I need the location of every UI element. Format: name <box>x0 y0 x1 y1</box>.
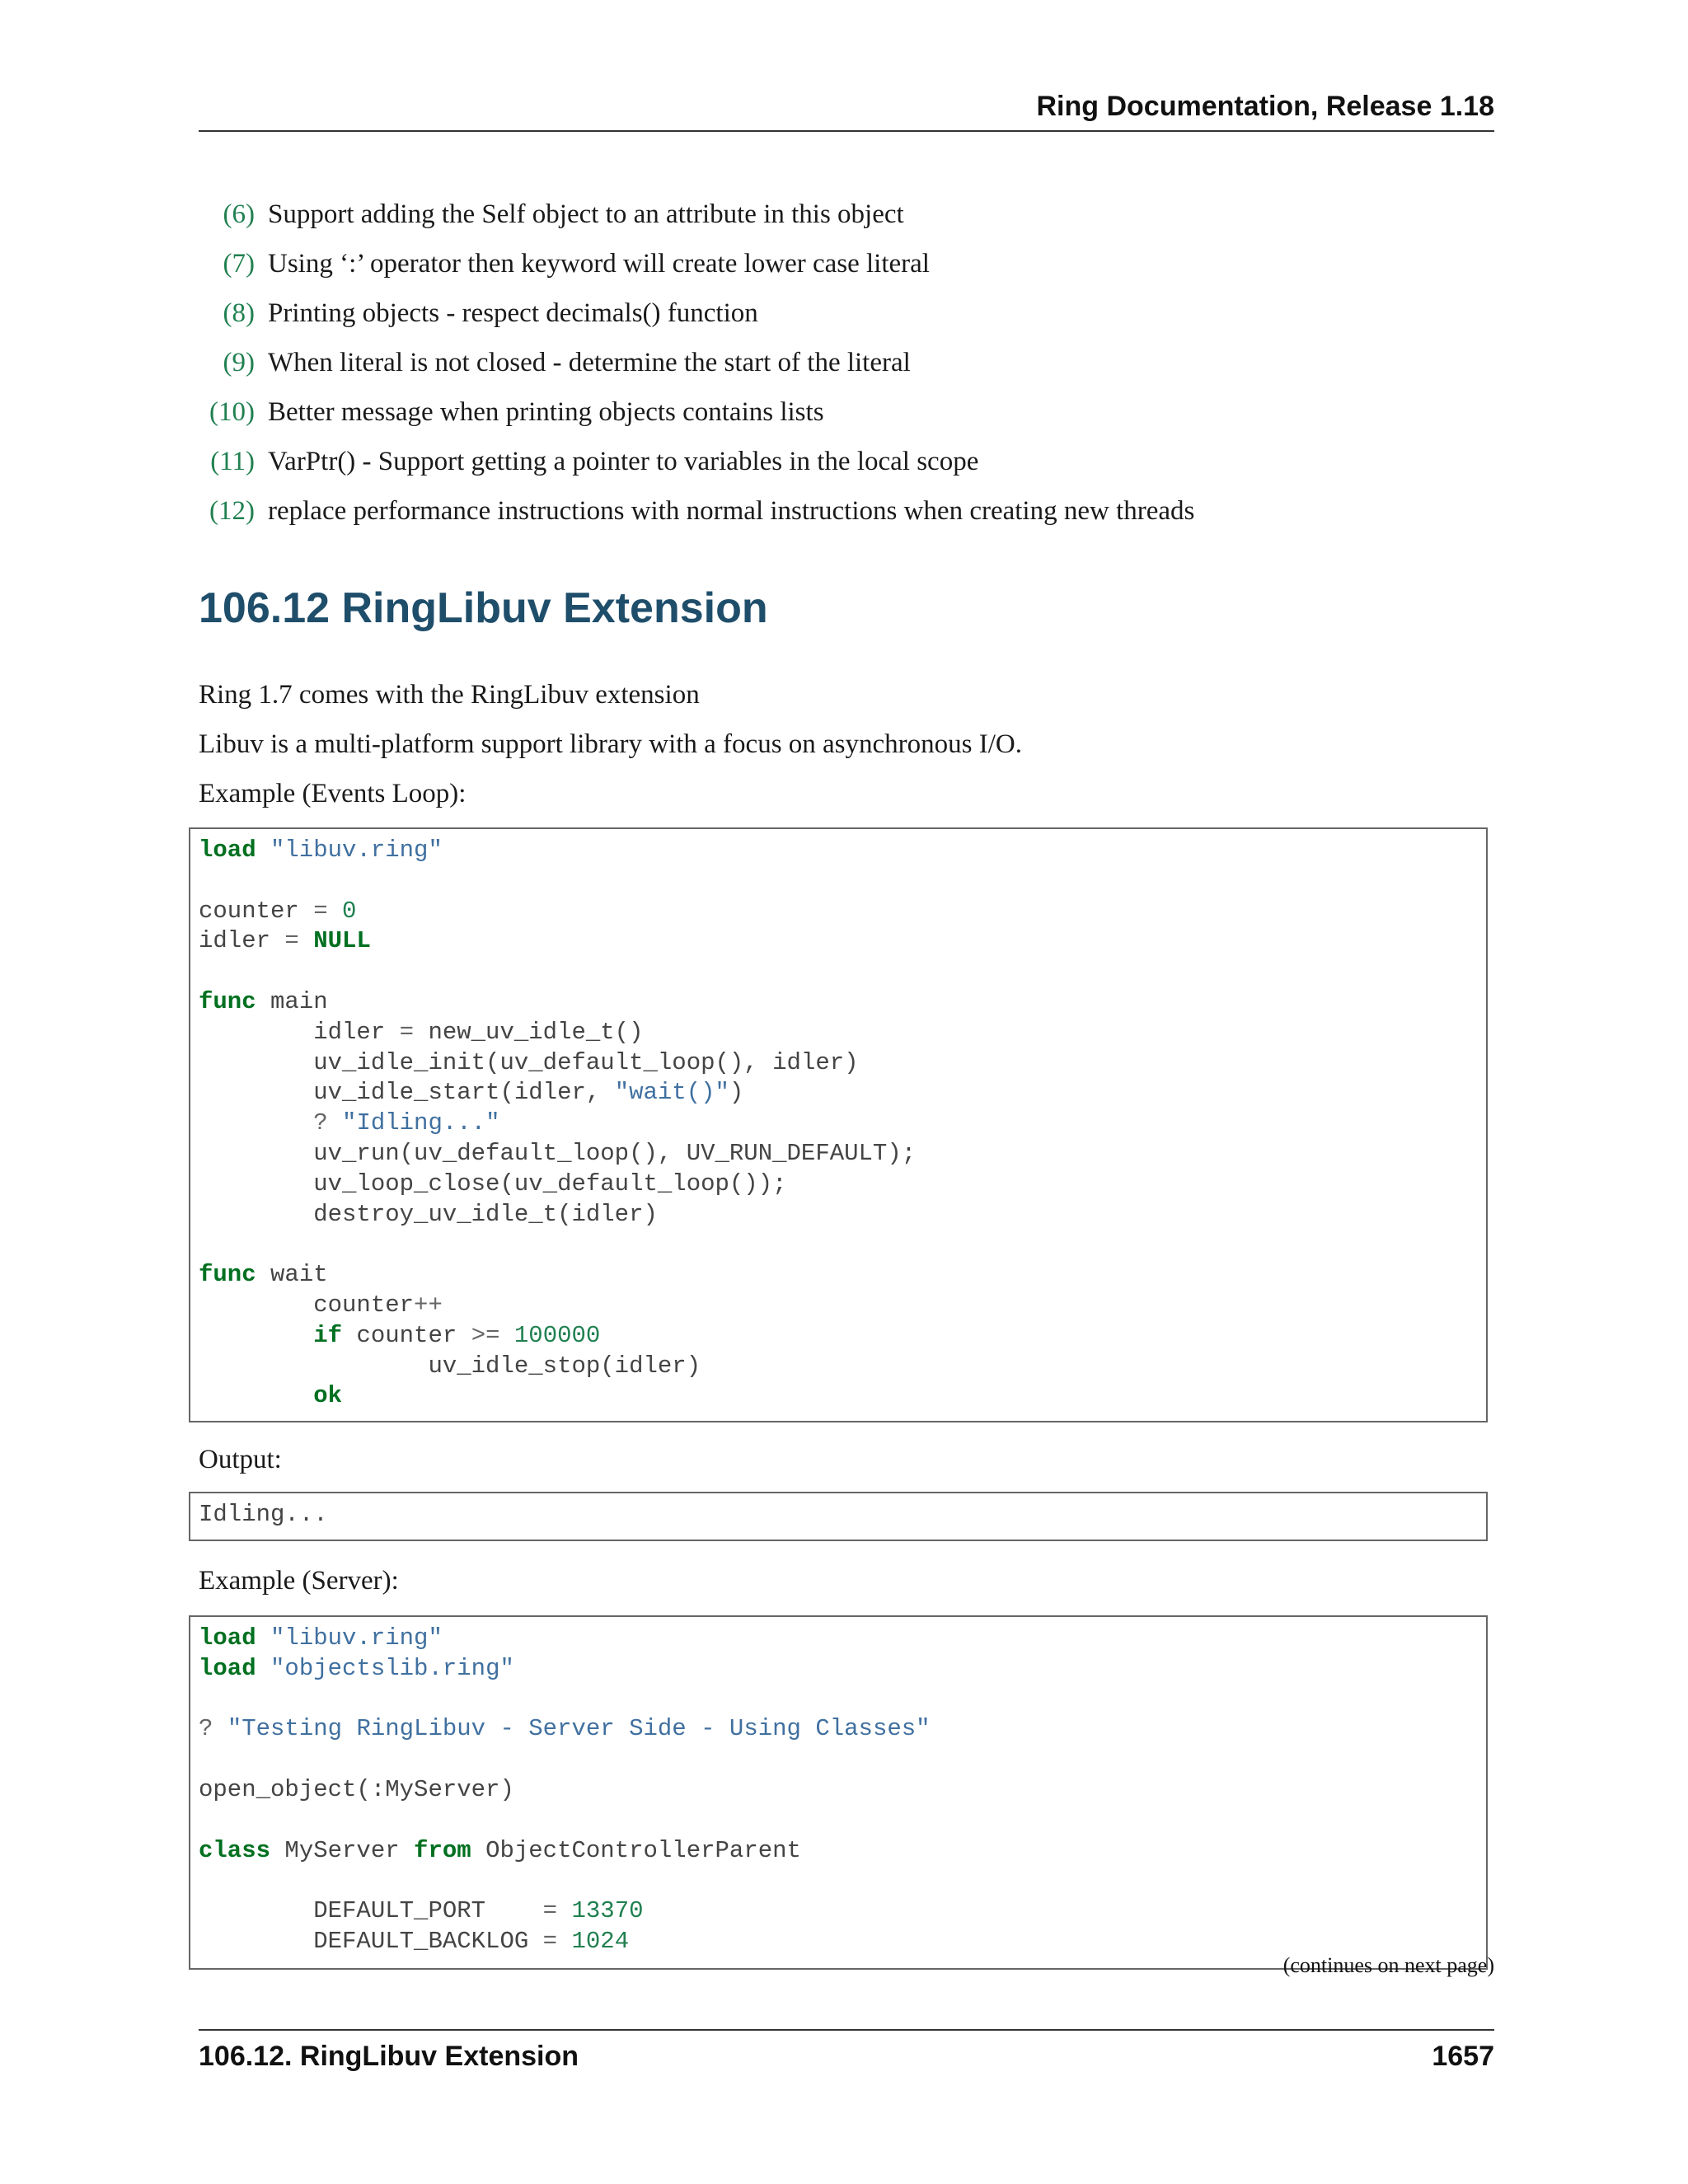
code-token: counter <box>199 897 314 925</box>
code-token: load <box>199 1654 256 1682</box>
code-line <box>199 1230 1478 1260</box>
code-token: from <box>414 1836 471 1864</box>
code-line <box>199 866 1478 897</box>
code-token: "Idling..." <box>342 1109 500 1137</box>
code-line <box>199 1836 1478 1867</box>
code-token: counter <box>199 1291 415 1319</box>
code-token: destroy_uv_idle_t(idler) <box>199 1200 658 1228</box>
code-token: = <box>542 1897 558 1925</box>
code-line <box>199 1500 1478 1530</box>
code-token: if <box>313 1321 343 1349</box>
code-line <box>199 1685 1478 1715</box>
list-item-text: Better message when printing objects contains lists <box>268 397 824 427</box>
section-heading: 106.12 RingLibuv Extension <box>199 584 768 632</box>
code-token: "objectslib.ring" <box>270 1654 514 1682</box>
list-item-number: (7) <box>223 249 255 279</box>
intro-paragraph: Libuv is a multi-platform support library with a focus on asynchronous I/O. <box>199 729 1022 759</box>
code-token <box>299 927 313 954</box>
list-item <box>199 297 1494 346</box>
code-token: uv_idle_start(idler, <box>199 1079 615 1107</box>
example-caption: Example (Events Loop): <box>199 779 467 808</box>
code-token: open_object(:MyServer) <box>199 1775 514 1803</box>
code-line <box>199 1775 1478 1806</box>
list-item-number: (12) <box>209 496 255 526</box>
list-item <box>199 445 1494 494</box>
code-line <box>199 1381 1478 1412</box>
list-item-number: (6) <box>223 199 255 229</box>
code-token: "libuv.ring" <box>270 1624 443 1652</box>
code-line <box>199 926 1478 957</box>
code-token <box>256 1655 270 1682</box>
code-block-server <box>189 1615 1488 1970</box>
code-line <box>199 1896 1478 1927</box>
code-line <box>199 1352 1478 1382</box>
code-line <box>199 1866 1478 1896</box>
code-line <box>199 1169 1478 1200</box>
code-token: func <box>199 987 256 1015</box>
code-line <box>199 1291 1478 1321</box>
code-token <box>500 1322 514 1349</box>
code-token <box>557 1897 571 1924</box>
list-item-text: When literal is not closed - determine the start of the literal <box>268 348 911 377</box>
code-token: = <box>399 1018 415 1046</box>
code-token <box>328 898 342 925</box>
code-line <box>199 1260 1478 1291</box>
code-token: idler <box>199 1018 400 1046</box>
code-token: ? <box>313 1109 328 1137</box>
code-token: "Testing RingLibuv - Server Side - Using Classes" <box>227 1715 931 1743</box>
code-token: 0 <box>342 897 357 925</box>
list-item <box>199 396 1494 445</box>
code-token: ? <box>199 1715 213 1743</box>
code-token: load <box>199 837 256 864</box>
code-token: func <box>199 1261 256 1289</box>
code-line <box>199 1018 1478 1048</box>
page-number: 1657 <box>1432 2041 1494 2072</box>
code-line <box>199 1200 1478 1230</box>
code-token: ) <box>729 1079 744 1107</box>
code-line <box>199 1108 1478 1139</box>
code-token: ObjectControllerParent <box>471 1836 801 1864</box>
code-token: >= <box>471 1321 500 1349</box>
code-token <box>557 1928 571 1955</box>
code-token: 13370 <box>571 1897 644 1925</box>
list-item-text: Printing objects - respect decimals() function <box>268 298 758 328</box>
code-token: uv_idle_stop(idler) <box>199 1352 701 1380</box>
example-caption: Example (Server): <box>199 1566 399 1596</box>
code-token: idler <box>199 927 285 955</box>
page-footer <box>199 2029 1494 2080</box>
code-token: uv_run(uv_default_loop(), UV_RUN_DEFAULT); <box>199 1139 917 1167</box>
list-item-text: VarPtr() - Support getting a pointer to variables in the local scope <box>268 447 979 476</box>
list-item-number: (8) <box>223 298 255 328</box>
code-token <box>199 1382 313 1409</box>
code-line <box>199 1321 1478 1352</box>
code-line <box>199 1654 1478 1685</box>
code-token: ok <box>313 1382 343 1410</box>
code-line <box>199 1078 1478 1108</box>
code-token <box>256 1624 270 1652</box>
list-item <box>199 346 1494 396</box>
list-item-number: (11) <box>210 447 255 476</box>
code-line <box>199 957 1478 987</box>
code-token: load <box>199 1624 256 1652</box>
code-line <box>199 836 1478 866</box>
page-header <box>199 91 1494 132</box>
document-title: Ring Documentation, Release 1.18 <box>1036 91 1494 122</box>
code-token: main <box>256 987 328 1015</box>
list-item <box>199 247 1494 297</box>
code-token: wait <box>256 1261 328 1289</box>
code-line <box>199 1745 1478 1775</box>
code-token: "libuv.ring" <box>270 837 443 864</box>
code-token: new_uv_idle_t() <box>414 1018 644 1046</box>
code-token: counter <box>342 1321 471 1349</box>
list-item-text: replace performance instructions with normal instructions when creating new threads <box>268 496 1195 526</box>
code-token: DEFAULT_PORT <box>199 1897 543 1925</box>
code-line <box>199 1806 1478 1836</box>
list-item <box>199 198 1494 247</box>
output-caption: Output: <box>199 1445 282 1474</box>
changes-list <box>199 198 1494 544</box>
code-token: DEFAULT_BACKLOG <box>199 1927 543 1955</box>
code-block-events-loop <box>189 827 1488 1422</box>
code-line <box>199 1139 1478 1169</box>
code-token: class <box>199 1836 271 1864</box>
code-token <box>213 1715 227 1742</box>
code-line <box>199 1624 1478 1654</box>
code-token: = <box>313 897 328 925</box>
continues-note: (continues on next page) <box>1282 1953 1494 1977</box>
code-token: NULL <box>313 927 371 955</box>
code-line <box>199 1714 1478 1745</box>
code-token: = <box>542 1927 558 1955</box>
code-token: 1024 <box>571 1927 630 1955</box>
list-item-number: (10) <box>209 397 255 427</box>
code-token: MyServer <box>270 1836 415 1864</box>
code-token: uv_loop_close(uv_default_loop()); <box>199 1169 787 1197</box>
list-item-number: (9) <box>223 348 255 377</box>
footer-section: 106.12. RingLibuv Extension <box>199 2041 579 2072</box>
code-token <box>256 837 270 864</box>
code-token: ++ <box>414 1291 443 1319</box>
code-token: 100000 <box>513 1321 601 1349</box>
list-item-text: Support adding the Self object to an attribute in this object <box>268 199 904 229</box>
output-block <box>189 1492 1488 1541</box>
code-line <box>199 1048 1478 1079</box>
code-token: Idling... <box>199 1501 328 1528</box>
intro-paragraph: Ring 1.7 comes with the RingLibuv extension <box>199 680 700 710</box>
code-token: "wait()" <box>614 1079 729 1107</box>
code-token <box>199 1322 313 1349</box>
list-item-text: Using ‘:’ operator then keyword will create lower case literal <box>268 249 930 279</box>
code-token <box>199 1109 313 1137</box>
code-token <box>328 1109 342 1137</box>
code-line <box>199 987 1478 1018</box>
code-token: uv_idle_init(uv_default_loop(), idler) <box>199 1048 859 1076</box>
code-line <box>199 897 1478 927</box>
list-item <box>199 494 1494 544</box>
code-token: = <box>284 927 299 955</box>
